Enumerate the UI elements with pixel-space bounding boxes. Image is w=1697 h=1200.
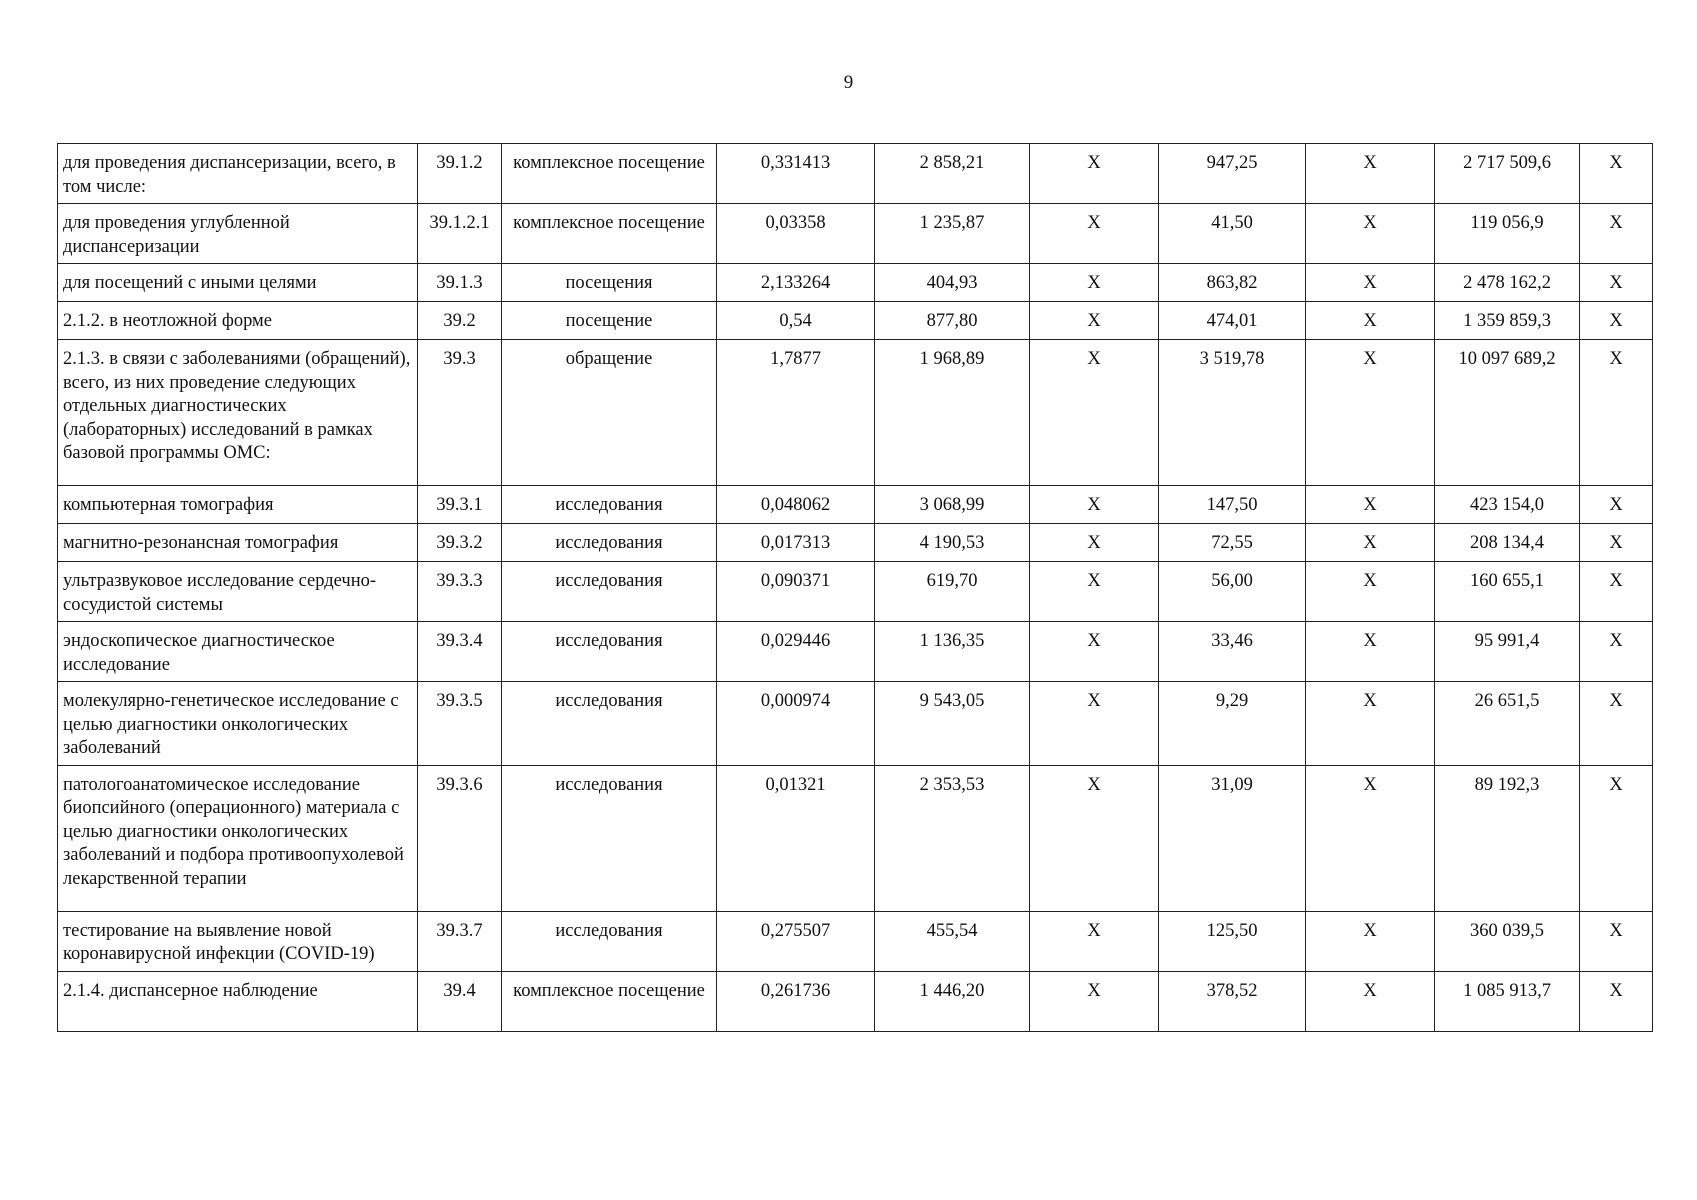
table-row — [58, 340, 1653, 486]
row-per-capita-cell: 125,50 — [1159, 911, 1306, 971]
row-unit-cell: комплексное посещение — [502, 144, 717, 204]
row-cost-cell: 877,80 — [875, 302, 1030, 340]
row-code-cell: 39.3.6 — [418, 765, 502, 911]
row-name-cell: эндоскопическое диагностическое исследование — [58, 622, 418, 682]
row-name-cell: для проведения диспансеризации, всего, в том числе: — [58, 144, 418, 204]
row-unit-cell: исследования — [502, 765, 717, 911]
row-unit-cell: исследования — [502, 486, 717, 524]
row-code-cell: 39.1.2 — [418, 144, 502, 204]
row-x-cell: X — [1306, 524, 1435, 562]
row-name-cell: 2.1.4. диспансерное наблюдение — [58, 971, 418, 1031]
row-norm-cell: 1,7877 — [717, 340, 875, 486]
row-name-cell: тестирование на выявление новой коронавирусной инфекции (COVID-19) — [58, 911, 418, 971]
row-norm-cell: 0,029446 — [717, 622, 875, 682]
row-norm-cell: 0,000974 — [717, 682, 875, 766]
row-total-cell: 26 651,5 — [1435, 682, 1580, 766]
row-cost-cell: 4 190,53 — [875, 524, 1030, 562]
row-per-capita-cell: 56,00 — [1159, 562, 1306, 622]
table-row — [58, 524, 1653, 562]
row-code-cell: 39.3.2 — [418, 524, 502, 562]
row-x-cell: X — [1030, 340, 1159, 486]
row-code-cell: 39.3.1 — [418, 486, 502, 524]
row-unit-cell: обращение — [502, 340, 717, 486]
row-total-cell: 208 134,4 — [1435, 524, 1580, 562]
row-x-cell: X — [1030, 264, 1159, 302]
row-x-cell: X — [1030, 144, 1159, 204]
table-body — [58, 144, 1653, 1032]
row-x-cell: X — [1306, 765, 1435, 911]
row-cost-cell: 455,54 — [875, 911, 1030, 971]
row-per-capita-cell: 33,46 — [1159, 622, 1306, 682]
table-row — [58, 204, 1653, 264]
row-name-cell: 2.1.3. в связи с заболеваниями (обращений), всего, из них проведение следующих отдельных диагностических (лабораторных) исследований в рамках базовой программы ОМС: — [58, 340, 418, 486]
row-code-cell: 39.3.5 — [418, 682, 502, 766]
row-code-cell: 39.4 — [418, 971, 502, 1031]
table-row — [58, 971, 1653, 1031]
row-norm-cell: 0,048062 — [717, 486, 875, 524]
row-x-cell: X — [1306, 682, 1435, 766]
row-unit-cell: комплексное посещение — [502, 204, 717, 264]
row-x-cell: X — [1306, 264, 1435, 302]
row-cost-cell: 619,70 — [875, 562, 1030, 622]
row-per-capita-cell: 41,50 — [1159, 204, 1306, 264]
row-unit-cell: исследования — [502, 911, 717, 971]
row-x-cell: X — [1580, 622, 1653, 682]
table-row — [58, 622, 1653, 682]
row-cost-cell: 1 968,89 — [875, 340, 1030, 486]
row-per-capita-cell: 72,55 — [1159, 524, 1306, 562]
row-per-capita-cell: 147,50 — [1159, 486, 1306, 524]
row-cost-cell: 1 136,35 — [875, 622, 1030, 682]
row-cost-cell: 2 353,53 — [875, 765, 1030, 911]
row-x-cell: X — [1030, 682, 1159, 766]
row-total-cell: 2 478 162,2 — [1435, 264, 1580, 302]
row-per-capita-cell: 9,29 — [1159, 682, 1306, 766]
row-x-cell: X — [1580, 302, 1653, 340]
row-total-cell: 160 655,1 — [1435, 562, 1580, 622]
row-total-cell: 1 085 913,7 — [1435, 971, 1580, 1031]
row-unit-cell: исследования — [502, 524, 717, 562]
table-row — [58, 302, 1653, 340]
row-x-cell: X — [1030, 765, 1159, 911]
row-cost-cell: 2 858,21 — [875, 144, 1030, 204]
row-x-cell: X — [1580, 682, 1653, 766]
row-x-cell: X — [1030, 622, 1159, 682]
row-name-cell: для посещений с иными целями — [58, 264, 418, 302]
row-x-cell: X — [1580, 765, 1653, 911]
row-per-capita-cell: 3 519,78 — [1159, 340, 1306, 486]
table-row — [58, 911, 1653, 971]
row-name-cell: 2.1.2. в неотложной форме — [58, 302, 418, 340]
row-total-cell: 1 359 859,3 — [1435, 302, 1580, 340]
row-cost-cell: 1 446,20 — [875, 971, 1030, 1031]
row-per-capita-cell: 947,25 — [1159, 144, 1306, 204]
row-x-cell: X — [1580, 524, 1653, 562]
row-code-cell: 39.1.3 — [418, 264, 502, 302]
row-x-cell: X — [1306, 144, 1435, 204]
row-cost-cell: 3 068,99 — [875, 486, 1030, 524]
row-x-cell: X — [1030, 911, 1159, 971]
table-row — [58, 765, 1653, 911]
row-total-cell: 10 097 689,2 — [1435, 340, 1580, 486]
row-norm-cell: 0,331413 — [717, 144, 875, 204]
row-code-cell: 39.3.4 — [418, 622, 502, 682]
row-x-cell: X — [1030, 486, 1159, 524]
row-norm-cell: 0,090371 — [717, 562, 875, 622]
row-x-cell: X — [1580, 562, 1653, 622]
row-x-cell: X — [1306, 911, 1435, 971]
row-cost-cell: 404,93 — [875, 264, 1030, 302]
row-norm-cell: 0,01321 — [717, 765, 875, 911]
row-total-cell: 89 192,3 — [1435, 765, 1580, 911]
row-unit-cell: посещения — [502, 264, 717, 302]
row-per-capita-cell: 474,01 — [1159, 302, 1306, 340]
row-x-cell: X — [1580, 340, 1653, 486]
row-x-cell: X — [1030, 302, 1159, 340]
row-unit-cell: комплексное посещение — [502, 971, 717, 1031]
row-total-cell: 119 056,9 — [1435, 204, 1580, 264]
row-norm-cell: 0,54 — [717, 302, 875, 340]
row-name-cell: молекулярно-генетическое исследование с целью диагностики онкологических заболеваний — [58, 682, 418, 766]
row-cost-cell: 9 543,05 — [875, 682, 1030, 766]
table-row — [58, 682, 1653, 766]
table-row — [58, 264, 1653, 302]
row-x-cell: X — [1306, 622, 1435, 682]
row-norm-cell: 0,03358 — [717, 204, 875, 264]
row-norm-cell: 0,261736 — [717, 971, 875, 1031]
row-per-capita-cell: 31,09 — [1159, 765, 1306, 911]
page-number: 9 — [843, 72, 854, 93]
data-table — [57, 143, 1653, 1032]
row-x-cell: X — [1306, 302, 1435, 340]
row-cost-cell: 1 235,87 — [875, 204, 1030, 264]
row-x-cell: X — [1306, 340, 1435, 486]
row-name-cell: компьютерная томография — [58, 486, 418, 524]
row-code-cell: 39.3.3 — [418, 562, 502, 622]
row-total-cell: 2 717 509,6 — [1435, 144, 1580, 204]
row-name-cell: для проведения углубленной диспансеризации — [58, 204, 418, 264]
row-x-cell: X — [1580, 204, 1653, 264]
row-norm-cell: 2,133264 — [717, 264, 875, 302]
row-x-cell: X — [1306, 971, 1435, 1031]
row-per-capita-cell: 378,52 — [1159, 971, 1306, 1031]
row-x-cell: X — [1306, 204, 1435, 264]
row-per-capita-cell: 863,82 — [1159, 264, 1306, 302]
table-row — [58, 486, 1653, 524]
row-unit-cell: исследования — [502, 562, 717, 622]
row-norm-cell: 0,275507 — [717, 911, 875, 971]
row-total-cell: 360 039,5 — [1435, 911, 1580, 971]
row-code-cell: 39.2 — [418, 302, 502, 340]
row-x-cell: X — [1030, 971, 1159, 1031]
row-x-cell: X — [1580, 911, 1653, 971]
row-unit-cell: посещение — [502, 302, 717, 340]
row-name-cell: ультразвуковое исследование сердечно-сосудистой системы — [58, 562, 418, 622]
row-unit-cell: исследования — [502, 682, 717, 766]
row-name-cell: магнитно-резонансная томография — [58, 524, 418, 562]
row-code-cell: 39.1.2.1 — [418, 204, 502, 264]
row-name-cell: патологоанатомическое исследование биопсийного (операционного) материала с целью диагностики онкологических заболеваний и подбора противоопухолевой лекарственной терапии — [58, 765, 418, 911]
row-x-cell: X — [1580, 264, 1653, 302]
row-code-cell: 39.3 — [418, 340, 502, 486]
row-x-cell: X — [1306, 562, 1435, 622]
row-total-cell: 423 154,0 — [1435, 486, 1580, 524]
row-x-cell: X — [1580, 971, 1653, 1031]
row-code-cell: 39.3.7 — [418, 911, 502, 971]
row-x-cell: X — [1030, 204, 1159, 264]
table-row — [58, 562, 1653, 622]
row-total-cell: 95 991,4 — [1435, 622, 1580, 682]
row-norm-cell: 0,017313 — [717, 524, 875, 562]
row-x-cell: X — [1030, 562, 1159, 622]
row-x-cell: X — [1580, 486, 1653, 524]
row-unit-cell: исследования — [502, 622, 717, 682]
row-x-cell: X — [1030, 524, 1159, 562]
row-x-cell: X — [1580, 144, 1653, 204]
table-row — [58, 144, 1653, 204]
row-x-cell: X — [1306, 486, 1435, 524]
